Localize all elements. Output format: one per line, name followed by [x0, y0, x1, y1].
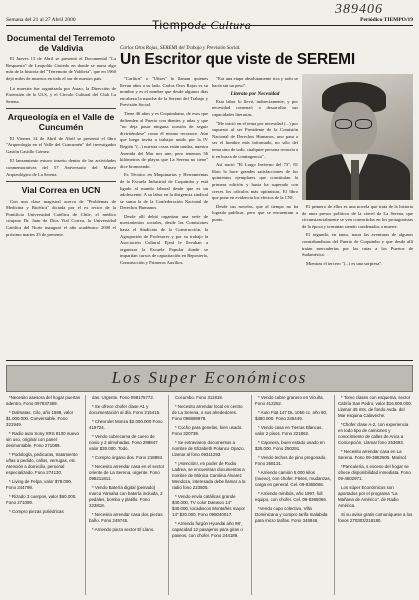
classified-ad: * Compro piezas poliédricas	[9, 509, 64, 514]
classified-ad: * Arriendo pieza sector El Llano.	[92, 527, 155, 532]
column-rule	[168, 395, 169, 595]
column-rule	[251, 395, 252, 595]
classified-ad: * Vendo techos de pino pregonado. Fono 268131.	[255, 455, 327, 466]
brief-headline: Vial Correa en UCN	[21, 185, 101, 196]
classified-ad: * Vendo casa en Tierras Blancas, valor 2 pisos. Fono 221862.	[255, 425, 323, 436]
article-paragraph: El primero de ellos es una novela que trata de la historia de unos presos políticos de la cárcel de La Serena, que circunstancialmente se ven convertidos en los protagonistas de la época y terminan siendo condenados a muerte.	[302, 204, 413, 229]
portrait-photo	[302, 74, 413, 200]
brief-paragraph: El Viernes 14 de Abril de Abril se presentó el libro "Arqueología en el Valle del Cuncumén" del investigador Gastón Castillo Gómez.	[6, 135, 116, 154]
classifieds-title: Los Super Económicos	[111, 368, 308, 387]
brief-paragraph: La muestra fue organizada por Asiao, la Dirección de Extensión de la ULS, y el Círculo Cultural del Club La Serena.	[6, 85, 116, 104]
article-paragraph: Tiene 46 años y es Coquimbano, de esos que defienden al Puerto con dientes y uñas y que "no deja pasar ninguna ocasión de seguir divirtiéndose" como él mismo reconoce. Aún que luego invita a trabajar unido por la IV Región "(...) nuestra cosas están unidas, nuestra Avenida del Mar nos une, pero tenemos 56 kilómetros de playas que La Serena no tiene" dice bromeando.	[120, 110, 208, 169]
article-column-3	[302, 204, 413, 269]
classified-ad: * Cajonera, buen estado usado en $25.000. Fono 250291.	[255, 440, 325, 451]
classified-ad: * Radio auto Sony XRS 8100 nuevo sin uso, original con panel desmontable. Fono 271089.	[6, 431, 79, 448]
classified-ad: * Living de Felpa, valor $78.000. Fono 244799.	[6, 479, 72, 490]
article-paragraph: Así nació "El Largo Invierno del 73", 81 libro lo hace grandes satisfacciones de los quinientos ejemplares que constituían la primera edición y hasta ha superado con creces los cálculos más optimistas. El libro que pone en evidencia los efectos de la CNI.	[212, 162, 298, 201]
classified-ad: * Dalmatas. Cilo, año 1988, valor $1.000.000. Conversable. Fono 321949.	[6, 410, 74, 427]
classifieds-column-1	[6, 395, 82, 518]
classifieds-column-3	[172, 395, 248, 542]
classified-ad: * Necesito arrendar casa en La Serena. Fono 09-3862605. Marisol.	[338, 449, 408, 460]
classifieds-column-5	[338, 395, 413, 527]
classifieds-column-4	[255, 395, 331, 527]
classified-ad: * Necesito arrendar casa en el sector oriente de La Serena, urgente. Fono 098211811.	[89, 464, 165, 481]
section-title-a: Tiempo	[152, 18, 195, 32]
classified-ad: * Vendo Batería digital (peinado) marca Yamaha con batería incluida, 2 pedales, bombo y platillo. Fono 223818.	[89, 485, 163, 508]
photo-shape	[335, 119, 352, 129]
classified-ad: * Vendo cubrecama de cuero de novio y 2 almohadas. Fono 298847 valor $30.000. Todo.	[89, 434, 158, 451]
classified-ad: * Auto Fiat 147 DL 1050 cc. año 80, $480.000. Fono 245449.	[255, 410, 328, 421]
classified-ad: * Tomo clases con esquema, sector Cabría San Pedro, valor $16.000.000. Llamar 45 mts. de fondo Avda. del Mar esquina Calaveche.	[338, 395, 412, 418]
classified-ad: * Necesito arrendar local en centro de La Serena, o sus alrededores. Fono 098889978.	[172, 404, 243, 421]
handwritten-archive-number: 389406	[335, 2, 383, 17]
article-paragraph: Es Técnico en Maquinarias y Herramientas de la Escuela Industrial de Coquimbo y está ligado al mundo laboral desde que es un adolescente. A su labor en la dirigencia sindical se suma la de la Confederación Nacional de Derechos Humanos.	[120, 172, 208, 211]
issue-date: Semana del 21 al 27 Abril 2000	[6, 17, 76, 23]
section-divider	[6, 360, 413, 361]
brief-paragraph: El lanzamiento estuvo inserto dentro de las actividades conmemorativas del 57 Aniversario del Museo Arqueológico de La Serena.	[6, 158, 116, 177]
article-paragraph: "Era una etapa absolutamente rica y todo se hacía sin un peso".	[212, 76, 298, 88]
brief-headline: Arqueología en el Valle de Cuncumén	[7, 112, 115, 132]
article-paragraph: El segundo, en tanto, narra las aventuras de algunos contrabandistas del Puerto de Coquimbo y que desde allí traían mercaderías por las rutas a los Puertos de Sudamérica.	[302, 232, 413, 258]
article-column-2	[212, 76, 298, 225]
classified-ad: *Chofer clase A-2, con experiencia en todo tipo de camiones y conocimiento de calles de Arica a Concepción. Llamar fono 253693.	[338, 422, 409, 445]
article-paragraph: "Me inició en el tema por necesidad (...) por supuesto al ser Presidente de la Comisión Nacional de Derechos Humanos, uno pasa a ser el hombre más informado, no sólo del tema sino de todo, cualquier persona recurría a ti en busca de contingencia".	[212, 120, 298, 159]
classified-ad: Los súper Económicos son aportados por el programa "La Mañana de Américo", de Radio América.	[338, 485, 399, 508]
classified-ad: * ¡Atención!, en poder de Rodio Ladrea, se encuentran documentos a nombre de Mónica Carolina Álvarez Mendoza, interesada debe llamar a la radio fono 223505.	[172, 461, 246, 490]
classified-ad: das. Urgente. Fono 098175772.	[92, 395, 155, 400]
column-rule	[85, 395, 86, 595]
classified-ad: * Se extraviaron documentos a nombre de Elizabeth Polanco Opazo. Llamar al fono 09311293.	[172, 440, 245, 457]
article-paragraph: Mientras el tercero "(...) es una sorpresa".	[306, 260, 383, 266]
classifieds-column-2	[89, 395, 165, 536]
article-kicker: Carlos Oros Rojas, SEREMI del Trabajo y Previsión Social.	[120, 46, 241, 51]
photo-shape	[351, 160, 359, 200]
classified-ad: Cocumbo. Fono 311818.	[175, 395, 224, 400]
classified-ad: *Vendo cupo colectivo, Villa Dominicana y compro tarifa Inalabida para micro tarifas. Fono 346846.	[255, 506, 328, 523]
article-paragraph: Desde allí debió organizar una serie de movimientos sociales, desde las Comisiones hasta el Sindicato de la Construcción, la Agrupación de Profesores y por su trabajo la Asociación Cultural Ejeal le llevaban a organizar la Escuela Popular donde se impartían cursos de capacitación en Repostería, Construcción y Primeros Auxilios.	[120, 213, 208, 266]
column-rule	[334, 395, 335, 595]
classified-ad: * Rizado 3 cuerpos, valor $60.000. Fono 271089.	[6, 494, 77, 505]
classified-ad: * Arriendo furgón Hyundai año 98', capacidad 12 pasajeros para giras o paseos, con chofer. Fono 244189.	[172, 521, 243, 538]
article-paragraph: Desde sus novelas, que al tiempo no ha logrado publicar, pero que se encuentran a punto.	[212, 203, 298, 222]
classified-ad: * Vendo envía catálicas grande $40.000, TV color Daewoo 14" $40.000, tocadiscos Montañés mayor 14" $20.000. Fono 098040017.	[172, 494, 245, 517]
section-title-b: de Cultura	[194, 18, 252, 32]
brief-paragraph: El Jueves 13 de Abril se presentó el Documental "La Respuesta" de Leopoldo Castedo en donde se narra algo más de la historia del "Terremoto de Valdivia", que en 1960 dejó miles de muertos en todo el sur de nuestro país.	[6, 56, 116, 81]
article-subheading: Literato por Necesidad	[230, 91, 280, 98]
classified-ad: * Arriendo camión 5.000 kilos (nuevo), con chofer. Fletes, mudanzas, carga en general. Cel. 09-8365066.	[255, 470, 331, 487]
classifieds-banner	[6, 365, 413, 392]
classified-ad: * Podología, pedicuras, tratamiento uñas a pedido, callos, verrugas, etc. Atención a domicilio, personal especializado. Fono 274130.	[6, 452, 78, 475]
classified-ad: * Vendo cubre granero en Vicuña. Fono 412252.	[255, 395, 324, 406]
brief-headline: Documental del Terremoto de Valdivia	[6, 33, 116, 53]
classified-ad: *Panculería, s exceso del hogar se ofrece disponibilidad inmediata. Fono 09-4602971.	[338, 464, 411, 481]
photo-shape	[355, 119, 372, 129]
classified-ad: *Necesito asesora del hogar puertas adentro. Fono 097837389.	[6, 395, 81, 406]
article-title: Un Escritor que viste de SEREMI	[120, 51, 355, 68]
news-briefs-column	[6, 30, 116, 241]
page-number: Periódico TIEMPO/19	[360, 17, 413, 23]
classified-ad: * Compro órgano dos. Fono 218894.	[92, 455, 164, 460]
brief-divider	[6, 108, 116, 109]
brief-paragraph: Con una clase magistral acerca de "Problemas de Medicina y Bioética" dictada por el ex rector de la Pontificia Universidad Católica de Chile, el médico cirujano Dr. Juan de Dios Vial Correa, la Universidad Católica del Norte inauguró el año académico 2000 el próximo martes 25 de presente.	[6, 198, 116, 237]
brief-divider	[6, 181, 116, 182]
article-paragraph: "Carlitos" o "Ulises" lo llaman quienes llevan años a su lado. Carlos Oros Rojas es su nombre y es el nombre que desde algunos días encabeza la marcha de la Seremi del Trabajo y Previsión Social.	[120, 76, 208, 108]
article-column-1	[120, 76, 208, 269]
classified-ad: * Se ofrece chofer clase A1 y documentación al día. Fono 215415.	[89, 404, 161, 415]
classified-ad: * Necesito arrendar casa dos piezas baño. Fono 249745.	[89, 512, 163, 523]
classified-ad: * Cocho para genelas, bien usado. Fono 320739.	[172, 425, 243, 436]
header-rule	[6, 25, 413, 26]
classified-ad: Si su aviso gratis comuníquese a los fonos 270303/218190.	[338, 512, 413, 523]
classified-ad: * Chevrolet Monza $2.000.000 Fono 419724.	[89, 419, 163, 430]
article-paragraph: Esta labor lo llevó, indirectamente, y por necesidad comenzó a desarrollar sus capacidades literarias.	[212, 98, 298, 117]
classified-ad: * Arriendo minibús, año 1997, full equipo, con chofer. Cel. 09-8365066.	[255, 491, 328, 502]
